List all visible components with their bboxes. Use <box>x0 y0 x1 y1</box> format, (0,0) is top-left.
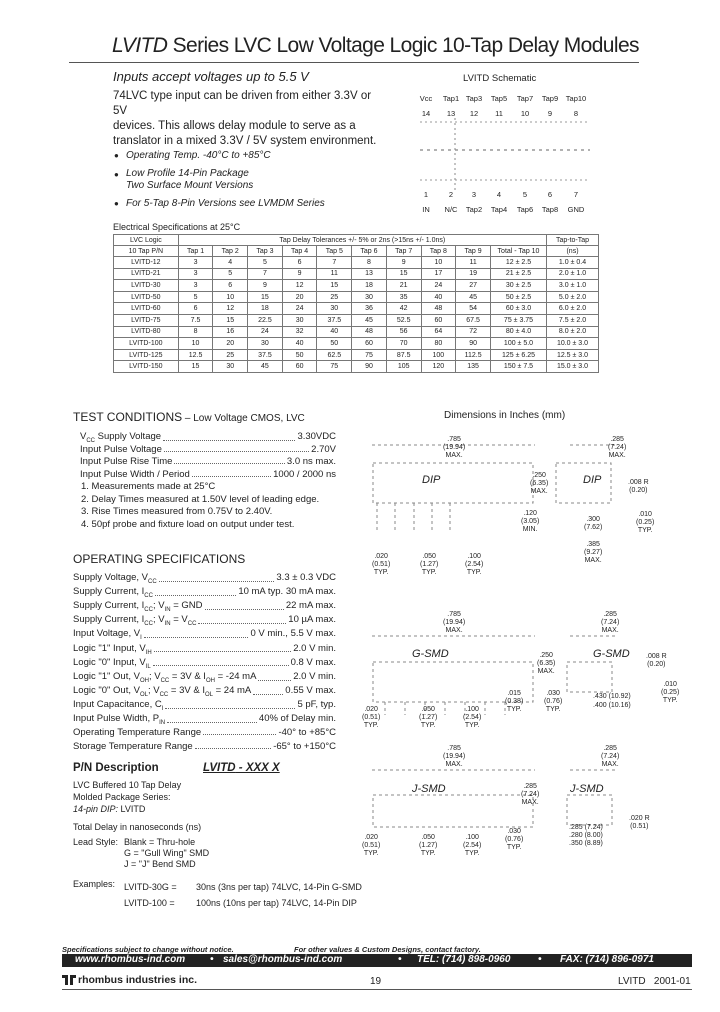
schematic-bottom-pin: 4 <box>496 190 502 199</box>
operating-row: Logic "1" Out, $V_{OH}$; $V_{CC} = 3V$ & $I_{OH} = -24$ mA 2.0 V min. <box>73 670 336 684</box>
table-cell: 12 ± 2.5 <box>491 257 547 269</box>
pkg-gsmd-side-name: G-SMD <box>593 648 630 660</box>
col-tap: Tap 4 <box>282 246 317 257</box>
table-cell: 45 <box>456 291 491 303</box>
footer-web[interactable]: www.rhombus-ind.com <box>75 954 186 965</box>
part-number-cell: LVITD-100 <box>114 338 179 350</box>
operating-row: Supply Current, $I_{CC}$; $V_{IN} = V_{CC}$ 10 µA max. <box>73 614 336 628</box>
table-cell: 3 <box>178 280 213 292</box>
table-cell: 12 <box>213 303 248 315</box>
part-number-cell: LVITD-80 <box>114 326 179 338</box>
pn-series: LVC Buffered 10 Tap Delay Molded Package Series: 14-pin DIP: LVITD <box>73 780 182 814</box>
test-note: 3. Rise Times measured from 0.75V to 2.40V. <box>81 506 273 517</box>
schematic-top-pin: 8 <box>573 109 579 118</box>
col-tap: Tap 6 <box>352 246 387 257</box>
part-number-cell: LVITD-21 <box>114 268 179 280</box>
pn-examples-label: Examples: <box>73 879 116 889</box>
table-cell: 13 <box>352 268 387 280</box>
table-cell: 105 <box>386 361 421 373</box>
gsmd-gap: .030 (0.76) TYP. <box>544 690 563 713</box>
schematic-bottom-label: Tap2 <box>465 205 483 214</box>
pkg-dip-side-name: DIP <box>583 474 602 486</box>
table-cell: 1.0 ± 0.4 <box>547 257 599 269</box>
dip-spacing: .300 (7.62) <box>584 516 603 531</box>
dimensions-title: Dimensions in Inches (mm) <box>444 410 566 421</box>
part-number-cell: LVITD-125 <box>114 349 179 361</box>
schematic-top-pin: 9 <box>547 109 553 118</box>
schematic-bottom-pin: 7 <box>573 190 579 199</box>
col-tap: Tap 3 <box>248 246 283 257</box>
schematic-bottom-pin: 6 <box>547 190 553 199</box>
table-cell: 6 <box>178 303 213 315</box>
pn-code: LVITD - XXX X <box>203 762 280 774</box>
gsmd-thickness: .010 (0.25) TYP. <box>661 681 680 704</box>
elec-title: Electrical Specifications at 25°C <box>113 222 241 232</box>
company-logo-icon <box>62 974 76 986</box>
table-cell: 10 <box>178 338 213 350</box>
bullet-temp: ● Operating Temp. -40°C to +85°C <box>126 150 271 161</box>
footer-page: 19 <box>370 976 382 987</box>
table-cell: 48 <box>421 303 456 315</box>
table-cell: 7.5 <box>178 314 213 326</box>
pn-total-delay: Total Delay in nanoseconds (ns) <box>73 822 202 832</box>
schematic-bottom-label: IN <box>422 205 430 214</box>
table-cell: 45 <box>352 314 387 326</box>
gsmd-height: .250 (6.35) MAX. <box>537 652 556 675</box>
table-cell: 40 <box>317 326 352 338</box>
footer-code: LVITD 2001-01 <box>618 976 691 987</box>
test-note: 4. 50pf probe and fixture load on output under test. <box>81 518 295 530</box>
table-cell: 22.5 <box>248 314 283 326</box>
col-tap: Tap 2 <box>213 246 248 257</box>
table-cell: 12.5 <box>178 349 213 361</box>
table-cell: 6 <box>282 257 317 269</box>
table-cell: 17 <box>421 268 456 280</box>
col-logic: LVC Logic <box>114 235 179 246</box>
gsmd-foot: .015 (0.38) TYP. <box>505 690 524 713</box>
col-t2t: Tap-to-Tap <box>547 235 599 246</box>
table-cell: 16 <box>213 326 248 338</box>
table-cell: 50 <box>282 349 317 361</box>
operating-row: Logic "1" Input, $V_{IH}$ 2.0 V min. <box>73 642 336 656</box>
footer-bar <box>62 954 692 967</box>
schematic-title: LVITD Schematic <box>463 73 537 84</box>
table-cell: 70 <box>386 338 421 350</box>
schematic-top-pin: 12 <box>469 109 479 118</box>
col-tap: Total - Tap 10 <box>491 246 547 257</box>
dip-length: .785 (19.94) MAX. <box>443 436 466 459</box>
schematic-top-label: Vcc <box>419 94 433 103</box>
pn-lead-label: Lead Style: <box>73 837 119 847</box>
table-cell: 24 <box>282 303 317 315</box>
pkg-gsmd-name: G-SMD <box>412 648 449 660</box>
table-cell: 10 <box>421 257 456 269</box>
schematic-top-pin: 13 <box>446 109 456 118</box>
test-row: $V_{CC}$ Supply Voltage 3.30VDC <box>80 431 336 444</box>
table-cell: 50 <box>317 338 352 350</box>
table-cell: 3 <box>178 268 213 280</box>
dip-height: .250 (6.35) MAX. <box>530 472 549 495</box>
gsmd-pin: .020 (0.51) TYP. <box>362 706 381 729</box>
schematic-bottom-label: Tap8 <box>541 205 559 214</box>
table-cell: 54 <box>456 303 491 315</box>
intro-text: 74LVC type input can be driven from either 3.3V or 5V devices. This allows delay module to serve as a translator in a mixed 3.3V / 5V system environment. <box>113 90 377 147</box>
table-cell: 90 <box>352 361 387 373</box>
footer-fax: FAX: (714) 896-0971 <box>560 954 654 965</box>
table-cell: 120 <box>421 361 456 373</box>
col-group: Tap Delay Tolerances +/- 5% or 2ns (>15ns +/- 1.0ns) <box>178 235 546 246</box>
table-cell: 62.5 <box>317 349 352 361</box>
operating-row: Logic "0" Out, $V_{OL}$; $V_{CC} = 3V$ & $I_{OL} = 24$ mA 0.55 V max. <box>73 684 336 698</box>
schematic-bottom-label: N/C <box>444 205 458 214</box>
footer-note-right: For other values & Custom Designs, contact factory. <box>294 945 481 954</box>
table-cell: 100 <box>421 349 456 361</box>
table-cell: 25 <box>213 349 248 361</box>
table-cell: 80 <box>421 338 456 350</box>
operating-row: Storage Temperature Range -65° to +150°C <box>73 741 336 753</box>
schematic-bottom-pin: 3 <box>471 190 477 199</box>
schematic-top-label: Tap5 <box>490 94 508 103</box>
table-cell: 8.0 ± 2.0 <box>547 326 599 338</box>
table-cell: 36 <box>352 303 387 315</box>
table-cell: 10 <box>213 291 248 303</box>
table-cell: 5 <box>213 268 248 280</box>
table-cell: 30 <box>248 338 283 350</box>
table-cell: 90 <box>456 338 491 350</box>
table-cell: 48 <box>352 326 387 338</box>
table-cell: 27 <box>456 280 491 292</box>
table-cell: 7.5 ± 2.0 <box>547 314 599 326</box>
table-cell: 12 <box>282 280 317 292</box>
schematic-top-label: Tap7 <box>516 94 534 103</box>
jsmd-span: .285 (7.24) .280 (8.00) .350 (8.89) <box>569 824 603 847</box>
table-cell: 75 <box>352 349 387 361</box>
operating-row: Input Pulse Width, $P_{IN}$ 40% of Delay min. <box>73 713 336 726</box>
gsmd-length: .785 (19.94) MAX. <box>443 611 466 634</box>
part-number-cell: LVITD-150 <box>114 361 179 373</box>
jsmd-width: .285 (7.24) MAX. <box>601 745 620 768</box>
schematic-bottom-label: GND <box>567 205 585 214</box>
table-cell: 15 <box>213 314 248 326</box>
table-cell: 3.0 ± 1.0 <box>547 280 599 292</box>
gsmd-pitch1: .050 (1.27) TYP. <box>419 706 438 729</box>
schematic-top-pin: 10 <box>520 109 530 118</box>
dip-pitch2: .100 (2.54) TYP. <box>465 553 484 576</box>
page-title: LVITD Series LVC Low Voltage Logic 10-Tap Delay Modules <box>112 34 639 57</box>
table-cell: 30 ± 2.5 <box>491 280 547 292</box>
operating-row: Supply Current, $I_{CC}$ 10 mA typ. 30 mA max. <box>73 586 336 599</box>
operating-row: Input Voltage, $V_I$ 0 V min., 5.5 V max. <box>73 628 336 642</box>
jsmd-length: .785 (19.94) MAX. <box>443 745 466 768</box>
table-cell: 35 <box>386 291 421 303</box>
table-cell: 9 <box>248 280 283 292</box>
dip-thickness: .010 (0.25) TYP. <box>636 511 655 534</box>
table-cell: 7 <box>317 257 352 269</box>
part-number-cell: LVITD-75 <box>114 314 179 326</box>
col-tap: Tap 1 <box>178 246 213 257</box>
table-cell: 30 <box>213 361 248 373</box>
jsmd-pitch1: .050 (1.27) TYP. <box>419 834 438 857</box>
pn-lead-options: Blank = Thru-hole G = "Gull Wing" SMD J = "J" Bend SMD <box>124 837 210 869</box>
schematic-top-label: Tap9 <box>541 94 559 103</box>
gsmd-width: .285 (7.24) MAX. <box>601 611 620 634</box>
test-note: 1. Measurements made at 25°C <box>81 481 216 492</box>
schematic-top-pin: 14 <box>421 109 431 118</box>
table-cell: 60 <box>421 314 456 326</box>
table-cell: 112.5 <box>456 349 491 361</box>
part-number-cell: LVITD-60 <box>114 303 179 315</box>
col-tap: Tap 5 <box>317 246 352 257</box>
table-cell: 80 ± 4.0 <box>491 326 547 338</box>
bullet-package: ● Low Profile 14-Pin Package Two Surface Mount Versions <box>126 168 253 192</box>
table-cell: 32 <box>282 326 317 338</box>
footer-email[interactable]: sales@rhombus-ind.com <box>223 954 343 965</box>
table-cell: 3 <box>178 257 213 269</box>
test-title: TEST CONDITIONS – Low Voltage CMOS, LVC <box>73 410 305 424</box>
table-cell: 30 <box>317 303 352 315</box>
table-cell: 11 <box>317 268 352 280</box>
schematic-bottom-pin: 1 <box>423 190 429 199</box>
table-cell: 25 <box>317 291 352 303</box>
table-cell: 125 ± 6.25 <box>491 349 547 361</box>
footer-sep: • <box>538 954 542 965</box>
dip-body: .385 (9.27) MAX. <box>584 541 603 564</box>
table-cell: 4 <box>213 257 248 269</box>
footer-rule <box>62 989 692 990</box>
jsmd-radius: .020 R (0.51) <box>629 815 650 830</box>
table-cell: 20 <box>282 291 317 303</box>
test-row: Input Pulse Voltage 2.70V <box>80 443 336 455</box>
table-cell: 21 <box>386 280 421 292</box>
table-cell: 56 <box>386 326 421 338</box>
table-cell: 8 <box>352 257 387 269</box>
bullet-5tap: ● For 5-Tap 8-Pin Versions see LVMDM Series <box>126 198 325 209</box>
pkg-jsmd-name: J-SMD <box>412 783 446 795</box>
jsmd-pin: .020 (0.51) TYP. <box>362 834 381 857</box>
col-tap: Tap 8 <box>421 246 456 257</box>
footer-note-left: Specifications subject to change without notice. <box>62 945 234 954</box>
test-note: 2. Delay Times measured at 1.50V level of leading edge. <box>81 493 320 505</box>
table-cell: 30 <box>352 291 387 303</box>
table-cell: 15 <box>248 291 283 303</box>
gsmd-radius: .008 R (0.20) <box>646 653 667 668</box>
table-cell: 6.0 ± 2.0 <box>547 303 599 315</box>
table-cell: 8 <box>178 326 213 338</box>
col-pn: 10 Tap P/N <box>114 246 179 257</box>
part-number-cell: LVITD-12 <box>114 257 179 269</box>
table-cell: 60 ± 3.0 <box>491 303 547 315</box>
table-cell: 24 <box>421 280 456 292</box>
schematic-top-label: Tap1 <box>442 94 460 103</box>
schematic-bottom-pin: 2 <box>448 190 454 199</box>
schematic-top-pin: 11 <box>495 109 503 118</box>
pn-examples: LVITD-30G = 30ns (3ns per tap) 74LVC, 14-Pin G-SMD LVITD-100 = 100ns (10ns per tap) 74LVC, 14-Pin DIP <box>124 882 362 908</box>
table-cell: 9 <box>386 257 421 269</box>
table-cell: 10.0 ± 3.0 <box>547 338 599 350</box>
dip-width: .285 (7.24) MAX. <box>608 436 627 459</box>
jsmd-gap: .030 (0.76) TYP. <box>505 828 524 851</box>
jsmd-pitch2: .100 (2.54) TYP. <box>463 834 482 857</box>
table-cell: 5 <box>178 291 213 303</box>
table-cell: 2.0 ± 1.0 <box>547 268 599 280</box>
part-number-cell: LVITD-50 <box>114 291 179 303</box>
schematic-bottom-label: Tap4 <box>490 205 508 214</box>
test-row: Input Pulse Width / Period 1000 / 2000 ns <box>80 468 336 480</box>
table-cell: 19 <box>456 268 491 280</box>
table-cell: 75 <box>317 361 352 373</box>
table-cell: 30 <box>282 314 317 326</box>
table-cell: 37.5 <box>317 314 352 326</box>
intro-subtitle: Inputs accept voltages up to 5.5 V <box>113 69 309 84</box>
col-t2t-unit: (ns) <box>547 246 599 257</box>
table-cell: 6 <box>213 280 248 292</box>
table-cell: 150 ± 7.5 <box>491 361 547 373</box>
operating-title: OPERATING SPECIFICATIONS <box>73 552 246 566</box>
dip-radius: .008 R (0.20) <box>628 479 649 494</box>
footer-company: rhombus industries inc. <box>78 974 198 986</box>
col-tap: Tap 9 <box>456 246 491 257</box>
operating-row: Supply Voltage, $V_{CC}$ 3.3 ± 0.3 VDC <box>73 572 336 585</box>
table-cell: 9 <box>282 268 317 280</box>
table-cell: 67.5 <box>456 314 491 326</box>
table-cell: 15.0 ± 3.0 <box>547 361 599 373</box>
schematic-top-label: Tap10 <box>565 94 587 103</box>
operating-row: Input Capacitance, $C_I$ 5 pF, typ. <box>73 698 336 712</box>
table-cell: 5 <box>248 257 283 269</box>
schematic-top-label: Tap3 <box>465 94 483 103</box>
footer-sep: • <box>398 954 402 965</box>
part-number-cell: LVITD-30 <box>114 280 179 292</box>
table-cell: 18 <box>248 303 283 315</box>
table-cell: 60 <box>352 338 387 350</box>
table-cell: 7 <box>248 268 283 280</box>
table-cell: 37.5 <box>248 349 283 361</box>
table-cell: 87.5 <box>386 349 421 361</box>
footer-sep: • <box>210 954 214 965</box>
table-cell: 15 <box>386 268 421 280</box>
table-cell: 135 <box>456 361 491 373</box>
table-cell: 50 ± 2.5 <box>491 291 547 303</box>
gsmd-pitch2: .100 (2.54) TYP. <box>463 706 482 729</box>
dip-lead: .120 (3.05) MIN. <box>521 510 540 533</box>
table-cell: 11 <box>456 257 491 269</box>
col-tap: Tap 7 <box>386 246 421 257</box>
schematic-bottom-pin: 5 <box>522 190 528 199</box>
table-cell: 5.0 ± 2.0 <box>547 291 599 303</box>
operating-row: Logic "0" Input, $V_{IL}$ 0.8 V max. <box>73 656 336 670</box>
table-cell: 45 <box>248 361 283 373</box>
operating-row: Operating Temperature Range -40° to +85°C <box>73 727 336 739</box>
table-cell: 52.5 <box>386 314 421 326</box>
dip-pin: .020 (0.51) TYP. <box>372 553 391 576</box>
jsmd-height: .285 (7.24) MAX. <box>521 783 540 806</box>
table-cell: 24 <box>248 326 283 338</box>
table-cell: 42 <box>386 303 421 315</box>
pkg-dip-name: DIP <box>422 474 441 486</box>
operating-row: Supply Current, $I_{CC}$; $V_{IN}$ = GND 22 mA max. <box>73 600 336 614</box>
schematic-bottom-label: Tap6 <box>516 205 534 214</box>
table-cell: 64 <box>421 326 456 338</box>
footer-tel: TEL: (714) 898-0960 <box>417 954 511 965</box>
dip-pitch1: .050 (1.27) TYP. <box>420 553 439 576</box>
table-cell: 15 <box>317 280 352 292</box>
table-cell: 12.5 ± 3.0 <box>547 349 599 361</box>
table-cell: 40 <box>421 291 456 303</box>
pn-title: P/N Description <box>73 762 159 774</box>
table-cell: 20 <box>213 338 248 350</box>
table-cell: 18 <box>352 280 387 292</box>
table-cell: 21 ± 2.5 <box>491 268 547 280</box>
table-cell: 72 <box>456 326 491 338</box>
test-row: Input Pulse Rise Time 3.0 ns max. <box>80 456 336 467</box>
pkg-jsmd-side-name: J-SMD <box>570 783 604 795</box>
table-cell: 75 ± 3.75 <box>491 314 547 326</box>
table-cell: 100 ± 5.0 <box>491 338 547 350</box>
gsmd-span: .430 (10.92) .400 (10.16) <box>593 693 631 709</box>
table-cell: 40 <box>282 338 317 350</box>
table-cell: 15 <box>178 361 213 373</box>
table-cell: 60 <box>282 361 317 373</box>
